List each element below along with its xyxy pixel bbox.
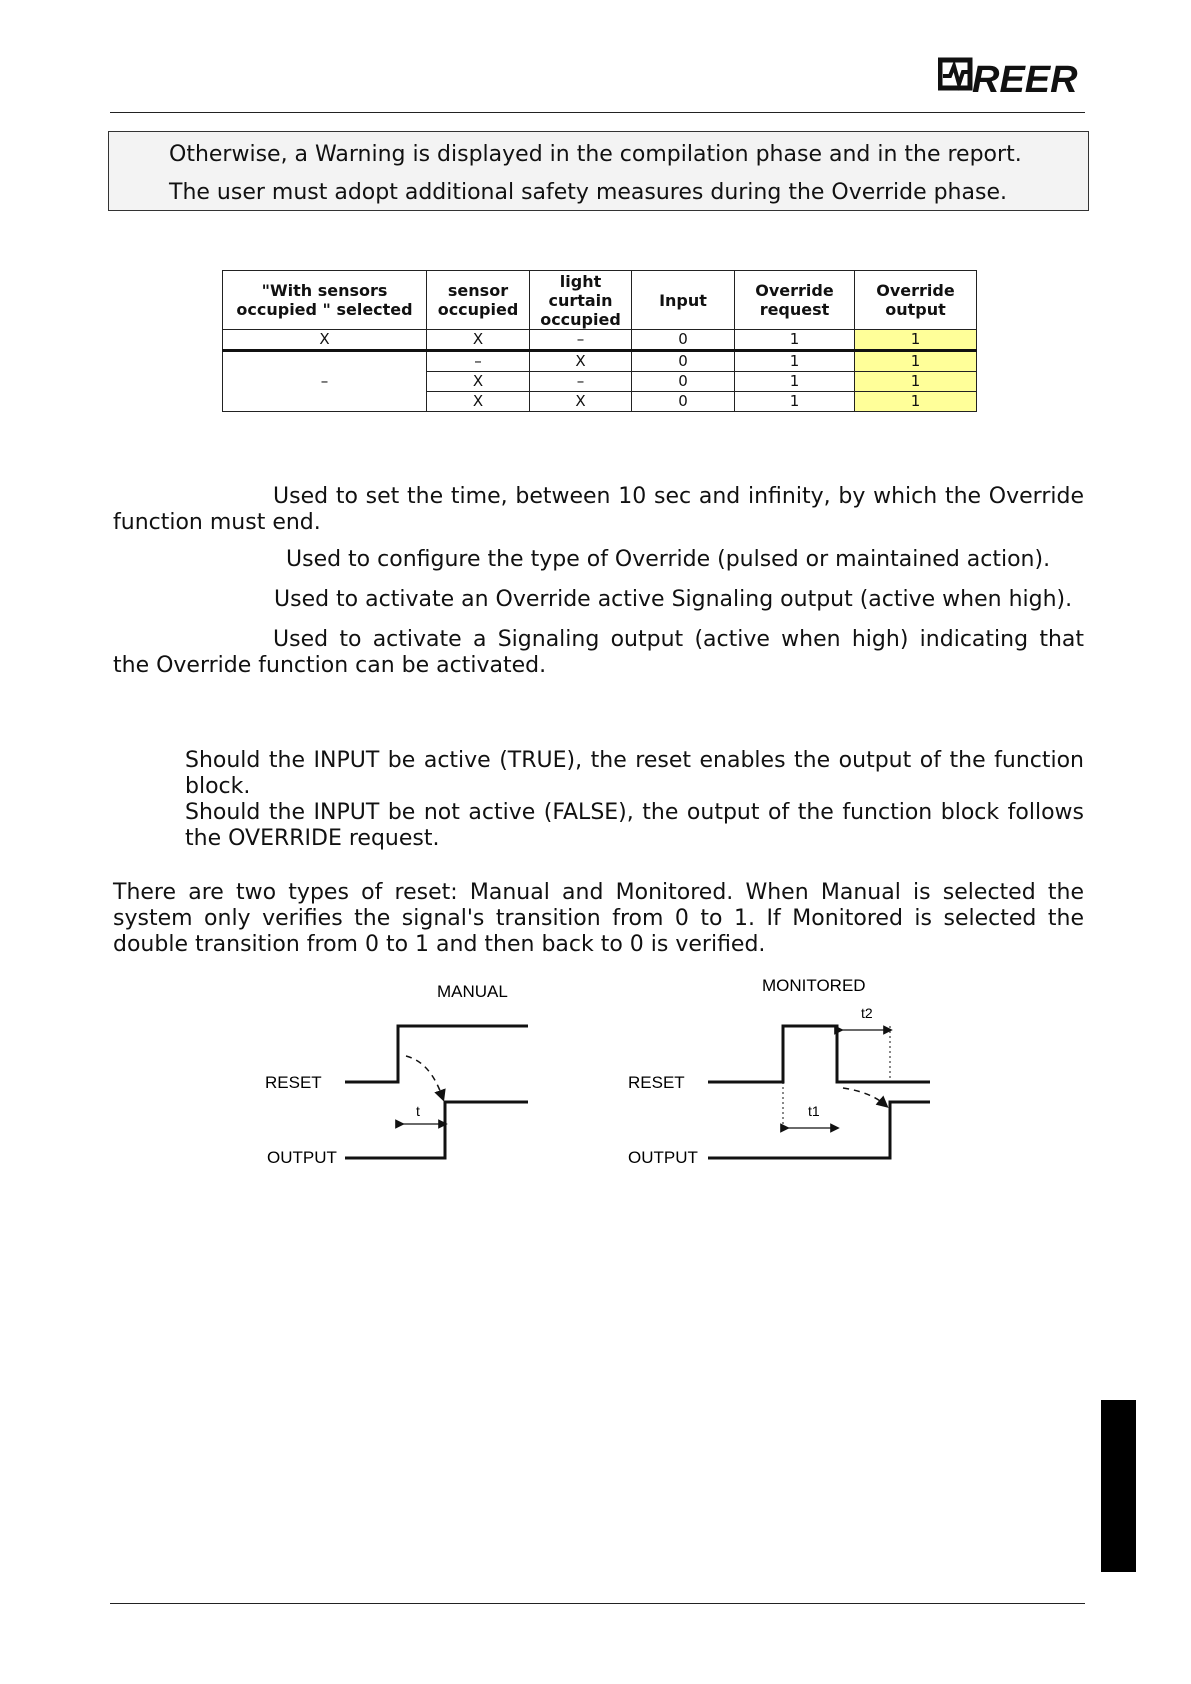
- table-header: Override request: [735, 271, 855, 330]
- table-cell: 1: [735, 330, 855, 351]
- monitored-reset-label: RESET: [628, 1073, 685, 1092]
- manual-output-label: OUTPUT: [267, 1148, 337, 1167]
- bullet-input-true: Should the INPUT be active (TRUE), the reset enables the output of the function block.: [185, 748, 1084, 799]
- table-cell: 0: [632, 351, 735, 372]
- manual-reset-signal: [345, 1026, 528, 1082]
- table-cell: 1: [735, 351, 855, 372]
- monitored-title: MONITORED: [762, 976, 866, 995]
- table-cell: X: [223, 330, 427, 351]
- table-header-row: [223, 271, 977, 330]
- table-header: Override output: [855, 271, 977, 330]
- table-cell: 0: [632, 330, 735, 351]
- manual-title: MANUAL: [437, 982, 508, 1001]
- header-rule: [110, 112, 1085, 113]
- table-cell: 1: [735, 392, 855, 412]
- table-cell: X: [427, 392, 530, 412]
- table-cell: –: [530, 330, 632, 351]
- warning-note-box: [108, 131, 1089, 211]
- table-cell: X: [427, 330, 530, 351]
- param-request-out-text: Used to activate a Signaling output (active when high) indicating that the Override function can be activated.: [113, 627, 1084, 678]
- override-table: [222, 270, 977, 412]
- table-header: Input: [632, 271, 735, 330]
- table-group-cell: –: [223, 351, 427, 412]
- chapter-side-tab: [1101, 1400, 1136, 1572]
- manual-t-label: t: [416, 1103, 420, 1119]
- note-line-2: The user must adopt additional safety measures during the Override phase.: [169, 180, 1007, 205]
- table-cell: X: [427, 372, 530, 392]
- reset-timing-diagram: [0, 970, 1191, 1180]
- footer-rule: [110, 1603, 1085, 1604]
- table-header: light curtain occupied: [530, 271, 632, 330]
- table-cell: 0: [632, 392, 735, 412]
- table-cell-output: 1: [855, 351, 977, 372]
- table-cell: –: [427, 351, 530, 372]
- reset-description: There are two types of reset: Manual and Monitored. When Manual is selected the system only verifies the signal's transition from 0 to 1. If Monitored is selected the double transition from 0 to 1 and then back to 0 is verified.: [113, 880, 1084, 957]
- monitored-reset-signal: [708, 1026, 930, 1082]
- reer-logo: [938, 54, 1084, 100]
- table-header: sensor occupied: [427, 271, 530, 330]
- manual-output-signal: [345, 1102, 528, 1158]
- table-cell-output: 1: [855, 330, 977, 351]
- table-cell: 1: [735, 372, 855, 392]
- monitored-transition-arrow: [843, 1088, 884, 1104]
- table-row: [223, 330, 977, 351]
- param-timeout-text: Used to set the time, between 10 sec and infinity, by which the Override function must end.: [113, 484, 1084, 535]
- logo-text: REER: [972, 59, 1078, 100]
- manual-transition-arrow: [406, 1056, 442, 1096]
- t2-label: t2: [861, 1005, 873, 1021]
- table-cell-output: 1: [855, 372, 977, 392]
- note-line-1: Otherwise, a Warning is displayed in the compilation phase and in the report.: [169, 142, 1022, 167]
- table-cell: X: [530, 351, 632, 372]
- param-type-text: Used to configure the type of Override (pulsed or maintained action).: [286, 547, 1051, 572]
- table-cell: X: [530, 392, 632, 412]
- table-header: "With sensors occupied " selected: [223, 271, 427, 330]
- table-cell-output: 1: [855, 392, 977, 412]
- monitored-output-label: OUTPUT: [628, 1148, 698, 1167]
- manual-reset-label: RESET: [265, 1073, 322, 1092]
- t1-label: t1: [808, 1103, 820, 1119]
- table-cell: –: [530, 372, 632, 392]
- bullet-input-false: Should the INPUT be not active (FALSE), the output of the function block follows the OVERRIDE request.: [185, 800, 1084, 851]
- table-cell: 0: [632, 372, 735, 392]
- table-row: [223, 351, 977, 372]
- param-active-out-text: Used to activate an Override active Signaling output (active when high).: [274, 587, 1073, 612]
